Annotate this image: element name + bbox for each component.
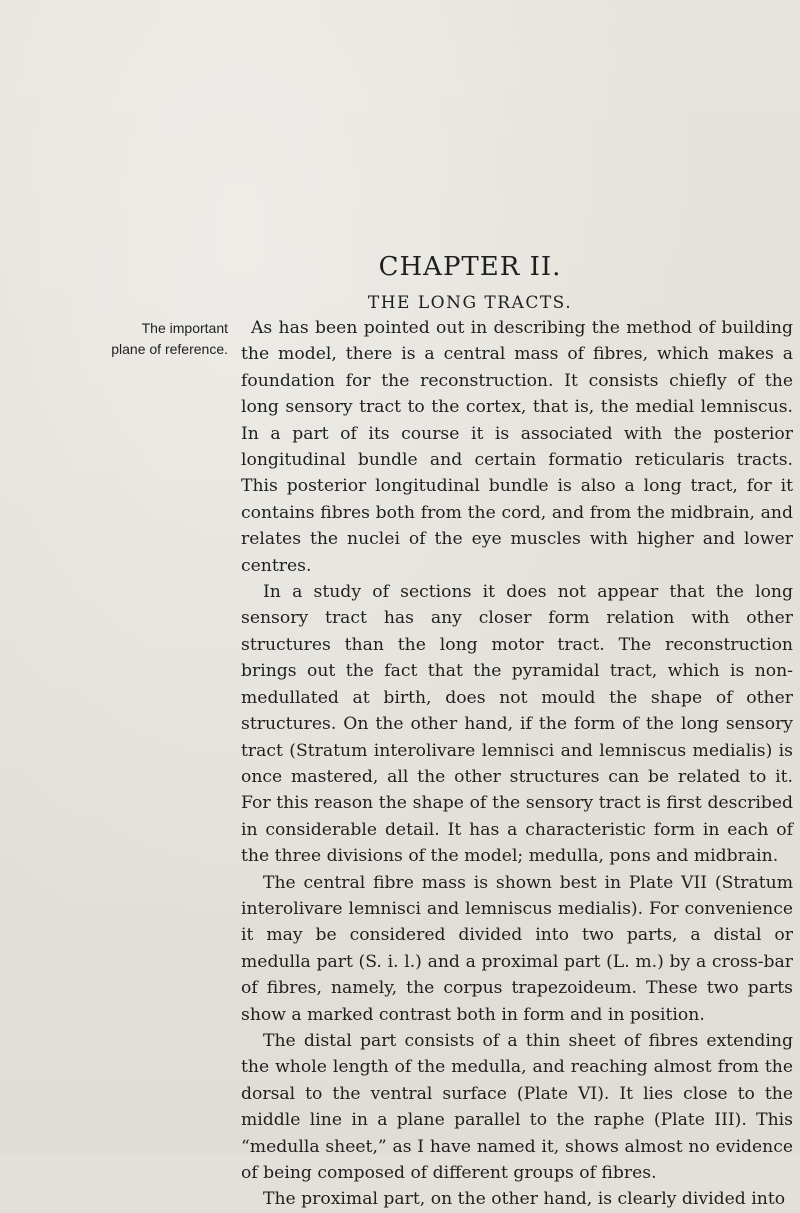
paragraph-1: As has been pointed out in describing the method of building the model, there is a central mass of fibres, which makes a foundation for the reconstruction. It consists chiefly of the long sensory tract to the cortex, that is, the medial lemniscus. In a part of its course it is associated with the posterior longitudinal bundle and certain formatio reticularis tracts. This posterior longitudinal bundle is also a long tract, for it contains fibres both from the cord, and from the midbrain, and relates the nuclei of the eye muscles with higher and lower centres.	[241, 318, 793, 576]
margin-note-line-1: The important	[141, 320, 228, 336]
paragraph-3: The central fibre mass is shown best in Plate VII (Stratum interolivare lemnisci and lemniscus medialis). For convenience it may be considered divided into two parts, a distal or medulla part (S. i. l.) and a proximal part (L. m.) by a cross-bar of fibres, namely, the corpus trapezoideum. These two parts show a marked contrast both in form and in position.	[241, 872, 793, 1025]
body-text	[241, 315, 793, 1213]
section-title: THE LONG TRACTS.	[367, 293, 573, 313]
chapter-title: CHAPTER II.	[378, 252, 562, 282]
margin-note-line-2: plane of reference.	[111, 341, 228, 357]
paragraph-4: The distal part consists of a thin sheet of fibres extending the whole length of the medulla, and reaching almost from the dorsal to the ventral surface (Plate VI). It lies close to the middle line in a plane parallel to the raphe (Plate III). This “medulla sheet,” as I have named it, shows almost no evidence of being composed of different groups of fibres.	[241, 1030, 793, 1183]
margin-note	[76, 318, 228, 360]
paragraph-5: The proximal part, on the other hand, is clearly divided into	[263, 1189, 786, 1210]
paragraph-2: In a study of sections it does not appear that the long sensory tract has any closer form relation with other structures than the long motor tract. The reconstruction brings out the fact that the pyramidal tract, which is non-medullated at birth, does not mould the shape of other structures. On the other hand, if the form of the long sensory tract (Stratum interolivare lemnisci and lemniscus medialis) is once mastered, all the other structures can be related to it. For this reason the shape of the sensory tract is first described in considerable detail. It has a characteristic form in each of the three divisions of the model; medulla, pons and midbrain.	[241, 582, 793, 867]
